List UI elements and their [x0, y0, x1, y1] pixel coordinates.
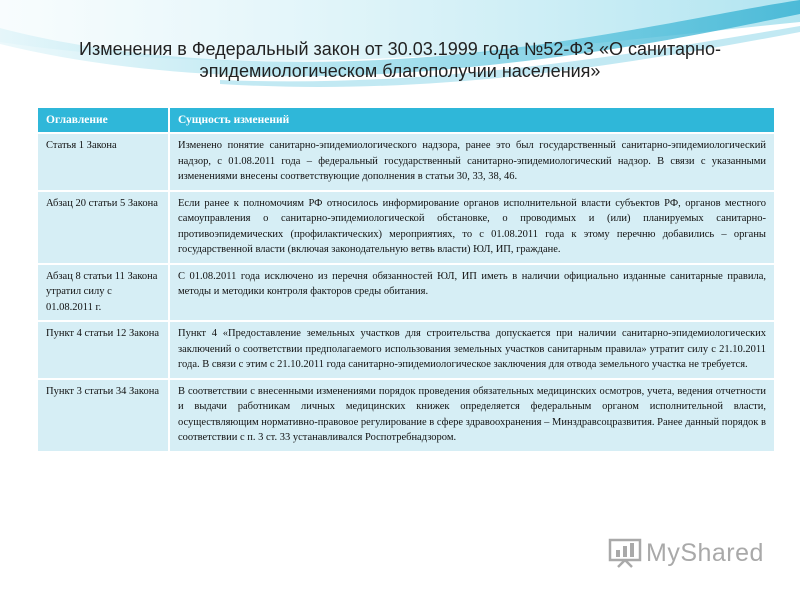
row-section-cell: Абзац 8 статьи 11 Закона утратил силу с 01.08.2011 г. [38, 265, 170, 321]
table-row [38, 265, 774, 321]
row-text-cell: Пункт 4 «Предоставление земельных участков для строительства допускается при наличии санитарно-эпидемиологических заключений о соответствии предполагаемого использования земельных участков санитарным правила» утратит силу с 21.10.2011 года. В связи с этим с 21.10.2011 года санитарно-эпидемиологическое заключения для отвода земельного участка не требуется. [170, 322, 774, 378]
header-contents: Оглавление [38, 108, 170, 132]
title-line-2: эпидемиологическом благополучии населения» [199, 61, 601, 81]
row-section-cell: Пункт 4 статьи 12 Закона [38, 322, 170, 378]
watermark-text: MyShared [646, 538, 764, 567]
presentation-board-icon [608, 538, 642, 568]
row-text-cell: Изменено понятие санитарно-эпидемиологического надзора, ранее это был государственный санитарно-эпидемиологический надзор, с 01.08.2011 года – федеральный государственный санитарно-эпидемиологический надзор. В связи с указанными изменениями внесены соответствующие дополнения в статьи 30, 33, 38, 46. [170, 134, 774, 190]
table-row [38, 322, 774, 378]
table-header-row [38, 108, 774, 132]
table-row [38, 134, 774, 190]
watermark-logo [608, 538, 764, 568]
table-row [38, 380, 774, 451]
row-section-cell: Пункт 3 статьи 34 Закона [38, 380, 170, 451]
title-line-1: Изменения в Федеральный закон от 30.03.1999 года №52-ФЗ «О санитарно- [79, 39, 721, 59]
amendments-table [38, 106, 774, 453]
header-essence: Сущность изменений [170, 108, 774, 132]
table-row [38, 192, 774, 263]
row-text-cell: Если ранее к полномочиям РФ относилось информирование органов исполнительной власти субъектов РФ, органов местного самоуправления о санитарно-эпидемиологической обстановке, о проводимых и (или) планируемых санитарно-противоэпидемических (профилактических) мероприятиях, то с 01.08.2011 года к этому перечню добавились – органы государственной власти (включая законодательную ветвь власти) ЮЛ, ИП, граждане. [170, 192, 774, 263]
row-section-cell: Абзац 20 статьи 5 Закона [38, 192, 170, 263]
row-section-cell: Статья 1 Закона [38, 134, 170, 190]
row-text-cell: С 01.08.2011 года исключено из перечня обязанностей ЮЛ, ИП иметь в наличии официально изданные санитарные правила, методы и методики контроля факторов среды обитания. [170, 265, 774, 321]
slide-title [60, 38, 740, 82]
row-text-cell: В соответствии с внесенными изменениями порядок проведения обязательных медицинских осмотров, учета, ведения отчетности и выдачи работникам личных медицинских книжек определяется федеральным органом исполнительной власти, осуществляющим нормативно-правовое регулирование в сфере здравоохранения – Минздравсоцразвития. Ранее данный порядок в соответствии с п. 3 ст. 33 устанавливался Роспотребнадзором. [170, 380, 774, 451]
